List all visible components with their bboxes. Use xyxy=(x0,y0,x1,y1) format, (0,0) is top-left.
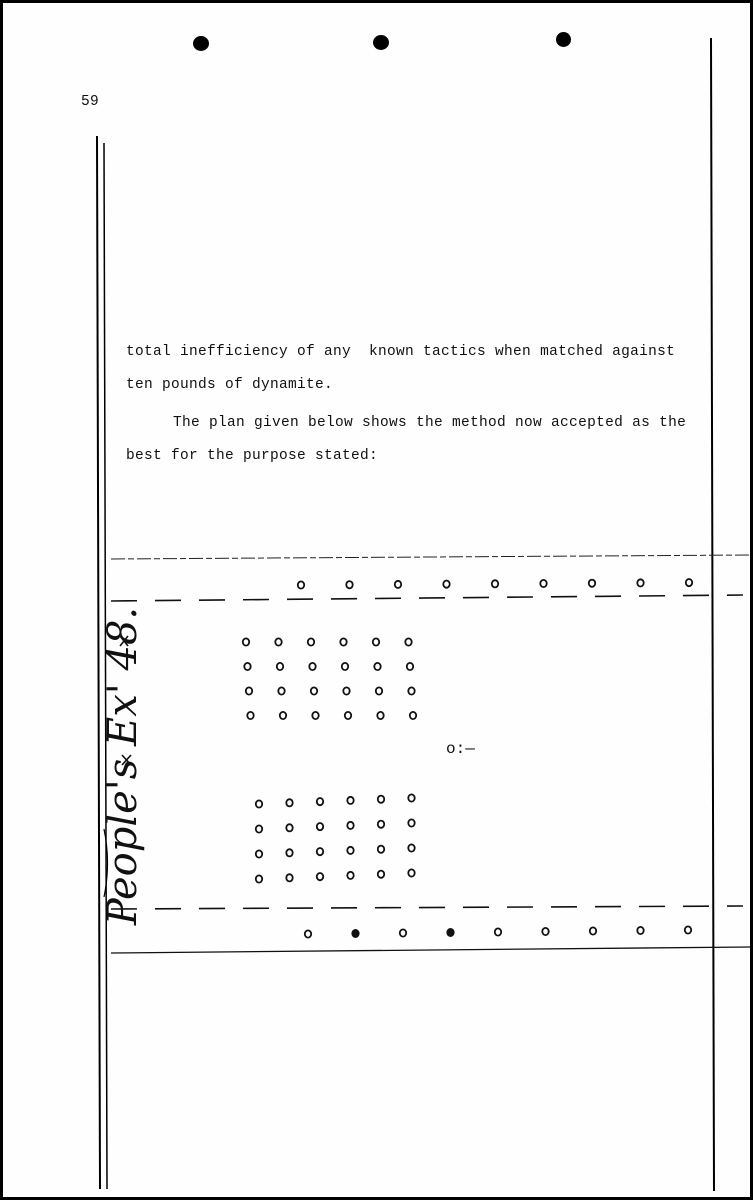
lower-block-dot xyxy=(347,847,353,854)
body-line-2: ten pounds of dynamite. xyxy=(126,377,334,393)
formation-plan-diagram xyxy=(3,3,750,1197)
lower-block-dot xyxy=(256,875,262,882)
flank-dot-top xyxy=(637,579,643,586)
lower-block-dot xyxy=(286,849,292,856)
upper-block-dot xyxy=(275,638,281,645)
lower-block-dot xyxy=(408,794,414,801)
upper-block-dot xyxy=(342,663,348,670)
upper-block-dot xyxy=(308,638,314,645)
lower-block-dot xyxy=(317,798,323,805)
upper-block-dot xyxy=(278,687,284,694)
body-line-1: total inefficiency of any known tactics when matched against xyxy=(126,344,676,360)
upper-block-dot xyxy=(244,663,250,670)
lower-block-dot xyxy=(408,869,414,876)
upper-block-dot xyxy=(373,638,379,645)
lower-block-dot xyxy=(378,846,384,853)
lower-block-dot xyxy=(378,796,384,803)
lower-block-dot xyxy=(378,871,384,878)
lower-block-dot xyxy=(256,850,262,857)
flank-dot-bottom xyxy=(637,927,643,934)
flank-dot-top xyxy=(346,581,352,588)
lower-block-dot xyxy=(286,799,292,806)
flank-dot-top xyxy=(686,579,692,586)
page-number: 59 xyxy=(81,94,100,110)
flank-dot-top xyxy=(492,580,498,587)
upper-block-dot xyxy=(309,663,315,670)
flank-dot-bottom xyxy=(400,929,406,936)
upper-block-dot xyxy=(280,712,286,719)
upper-block-dot xyxy=(405,638,411,645)
lower-block-dot xyxy=(378,821,384,828)
flank-dot-bottom xyxy=(495,928,501,935)
body-line-4: best for the purpose stated: xyxy=(126,448,379,464)
upper-block-dot xyxy=(312,712,318,719)
upper-block-dot xyxy=(410,712,416,719)
lower-block-dot xyxy=(347,822,353,829)
upper-block-dot xyxy=(377,712,383,719)
lower-block-dot xyxy=(317,823,323,830)
upper-block-dot xyxy=(407,663,413,670)
lower-block-dot xyxy=(286,874,292,881)
upper-block-dot xyxy=(247,712,253,719)
plan-key-label: o:— xyxy=(446,740,475,758)
flank-dot-bottom xyxy=(542,928,548,935)
upper-block-dot xyxy=(277,663,283,670)
margin-annotation-exhibit: People's Ex' 48. xyxy=(100,606,146,926)
flank-dot-top xyxy=(589,580,595,587)
body-line-3: The plan given below shows the method now accepted as the xyxy=(173,415,687,431)
lower-block-dot xyxy=(408,819,414,826)
flank-dot-bottom xyxy=(305,930,311,937)
lower-block-dot xyxy=(408,844,414,851)
upper-block-dot xyxy=(243,638,249,645)
upper-block-dot xyxy=(345,712,351,719)
lower-block-dot xyxy=(286,824,292,831)
upper-block-dot xyxy=(343,687,349,694)
lower-block-dot xyxy=(256,800,262,807)
flank-dot-bottom xyxy=(685,926,691,933)
flank-dot-bottom xyxy=(352,930,358,937)
upper-block-dot xyxy=(408,687,414,694)
flank-dot-top xyxy=(540,580,546,587)
lower-block-dot xyxy=(347,872,353,879)
lower-block-dot xyxy=(317,848,323,855)
flank-dot-bottom xyxy=(590,927,596,934)
upper-block-dot xyxy=(246,687,252,694)
upper-block-dot xyxy=(340,638,346,645)
upper-block-dot xyxy=(311,687,317,694)
upper-block-dot xyxy=(376,687,382,694)
flank-dot-top xyxy=(395,581,401,588)
lower-block-dot xyxy=(256,825,262,832)
lower-block-dot xyxy=(347,797,353,804)
lower-block-dot xyxy=(317,873,323,880)
flank-dot-bottom xyxy=(447,929,453,936)
upper-block-dot xyxy=(374,663,380,670)
flank-dot-top xyxy=(443,581,449,588)
flank-dot-top xyxy=(298,581,304,588)
